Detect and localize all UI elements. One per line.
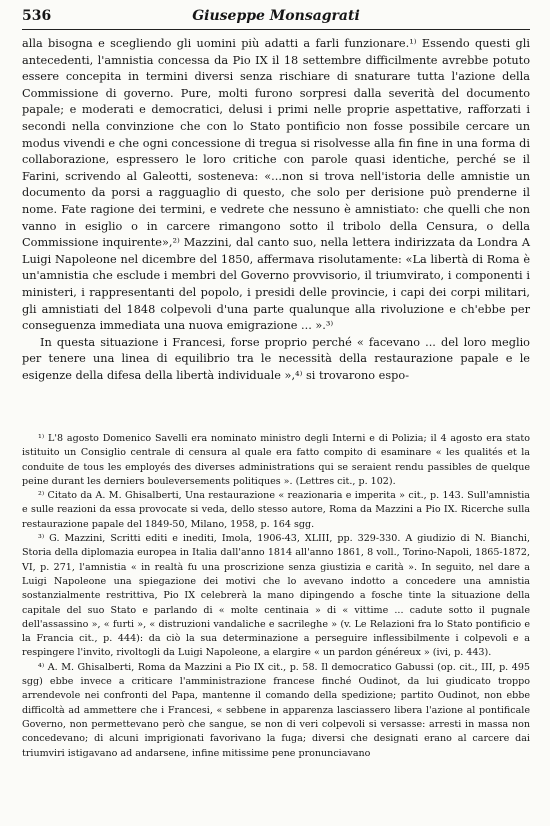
body-paragraph: In questa situazione i Francesi, forse proprio perché « facevano ... del loro meglio per tenere una linea di equilibrio tra le necessità della restaurazione papale e le esigenze della difesa della libertà individuale »,⁴⁾ si trovarono espo- (22, 335, 530, 382)
footnote: ³⁾ G. Mazzini, Scritti editi e inediti, Imola, 1906-43, XLIII, pp. 329-330. A giudizio di N. Bianchi, Storia della diplomazia europea in Italia dall'anno 1814 all'anno 1861, 8 voll., Torino-Napoli, 1865-1872, VI, p. 271, l'amnistia « in realtà fu una proscrizione senza giustizia e carità ». In seguito, nel dare a Luigi Napoleone una spiegazione dei motivi che lo avevano indotto a concedere una amnistia sostanzialmente restrittiva, Pio IX celebrerà la mano dipingendo a fosche tinte la situazione della capitale del suo Stato e parlando di « molte centinaia » di « vittime ... cadute sotto il pugnale dell'assassino », « furti », « distruzioni vandaliche e sacrileghe » (v. Le Relazioni fra lo Stato pontificio e la Francia cit., p. 444): da ciò la sua determinazione a perseguire inflessibilmente i colpevoli e a respingere l'invito, rivoltogli da Luigi Napoleone, a elargire « un pardon généreux » (ivi, p. 443). (22, 533, 530, 659)
main-text (22, 36, 530, 384)
footnote: ¹⁾ L'8 agosto Domenico Savelli era nominato ministro degli Interni e di Polizia; il 4 agosto era stato istituito un Consiglio centrale di censura al quale era fatto compito di esaminare « les qualités et la conduite de tous les employés des diverses administrations qui se seraient rendu passibles de quelque peine durant les derniers bouleversements politiques ». (Lettres cit., p. 102). (22, 433, 530, 487)
footnotes (22, 432, 530, 761)
footnote: ⁴⁾ A. M. Ghisalberti, Roma da Mazzini a Pio IX cit., p. 58. Il democratico Gabussi (op. cit., III, p. 495 sgg) ebbe invece a criticare l'amministrazione francese finché Oudinot, da lui giudicato troppo arrendevole nei confronti del Papa, mantenne il comando della spedizione; partito Oudinot, non ebbe difficoltà ad ammettere che i Francesi, « sebbene in apparenza lasciassero libera l'azione al pontificale Governo, non permettevano però che sangue, se non di veri colpevoli si versasse: arresti in massa non concedevano; di alcuni imprigionati favorivano la fuga; diversi che designati erano al carcere dai triumviri istigavano ad andarsene, infine mitissime pene pronunciavano (22, 661, 530, 759)
running-title: Giuseppe Monsagrati (192, 8, 360, 24)
page-number: 536 (22, 8, 52, 24)
body-paragraph: alla bisogna e scegliendo gli uomini più adatti a farli funzionare.¹⁾ Essendo questi gli antecedenti, l'amnistia concessa da Pio IX il 18 settembre difficilmente avrebbe potuto essere concepita in termini diversi senza rischiare di snaturare tutta l'azione della Commissione di governo. Pure, molti furono sorpresi dalla severità del documento papale; e moderati e democratici, delusi i primi nelle proprie aspettative, rafforzati i secondi nella convinzione che con lo Stato pontificio non fosse possibile cercare un modus vivendi e che ogni concessione di tregua si risolvesse alla fin fine in una forma di collaborazione, espressero le loro critiche con parole quasi identiche, perché se il Farini, scrivendo al Galeotti, sosteneva: «...non si trova nell'istoria delle amnistie un documento da porsi a ragguaglio di questo, che solo per derisione può prenderne il nome. Fate ragione dei termini, e vedrete che nessuno è amnistiato: che quelli che non vanno in esiglio o in carcere rimangono sotto il tribolo della Censura, o della Commissione inquirente»,²⁾ Mazzini, dal canto suo, nella lettera indirizzata da Londra A Luigi Napoleone nel dicembre del 1850, affermava risolutamente: «La libertà di Roma è un'amnistia che esclude i membri del Governo provvisorio, il triumvirato, i componenti i ministeri, i rappresentanti del popolo, i presidi delle provincie, i capi dei corpi militari, gli amnistiati del 1848 colpevoli d'una parte qualunque alla rivoluzione e ch'ebbe per conseguenza immediata una nuova emigrazione ... ».³⁾ (22, 37, 530, 333)
header-rule (22, 29, 530, 30)
footnote: ²⁾ Citato da A. M. Ghisalberti, Una restaurazione « reazionaria e imperita » cit., p. 143. Sull'amnistia e sulle reazioni da essa provocate si veda, dello stesso autore, Roma da Mazzini a Pio IX. Ricerche sulla restaurazione papale del 1849-50, Milano, 1958, p. 164 sgg. (22, 490, 530, 530)
